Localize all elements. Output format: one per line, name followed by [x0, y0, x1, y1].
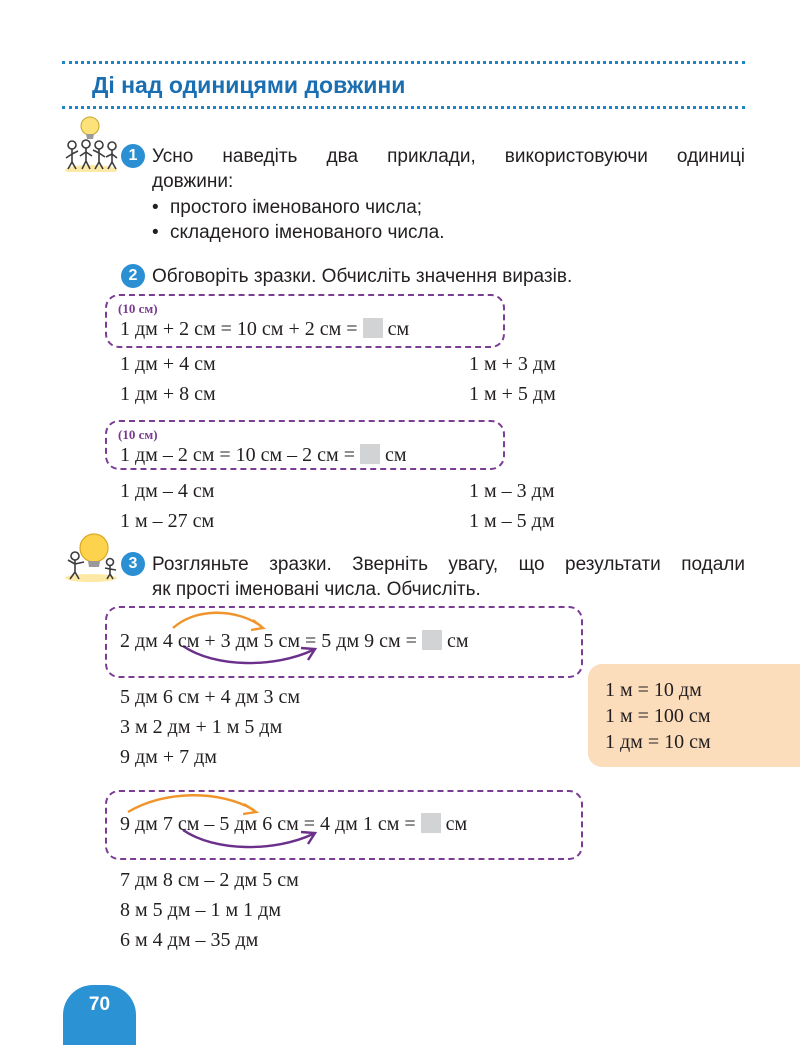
exercise: 8 м 5 дм – 1 м 1 дм	[120, 899, 281, 921]
exercise: 1 дм + 4 см	[120, 353, 216, 375]
page-title: Ді над одиницями довжини	[92, 72, 406, 98]
info-line: 1 дм = 10 см	[605, 731, 711, 753]
task-number-2: 2	[121, 264, 145, 288]
bottom-dotted-rule	[62, 106, 745, 109]
answer-blank	[360, 444, 380, 464]
bullet-text: складеного іменованого числа.	[170, 222, 445, 243]
expression-text: 9 дм 7 см – 5 дм 6 см = 4 дм 1 см =	[120, 813, 421, 835]
info-line: 1 м = 10 дм	[605, 679, 702, 701]
task1-bullet-2: • складеного іменованого числа.	[152, 222, 445, 243]
task3-line1: Розгляньте зразки. Зверніть увагу, що результати подали	[152, 554, 745, 575]
sample-expression	[120, 444, 407, 467]
task1-line2: довжини:	[152, 171, 234, 192]
answer-blank	[421, 813, 441, 833]
sample-expression	[120, 318, 409, 341]
exercise: 5 дм 6 см + 4 дм 3 см	[120, 686, 301, 708]
exercise: 1 дм + 8 см	[120, 383, 216, 405]
answer-blank	[363, 318, 383, 338]
task3-line2: як прості іменовані числа. Обчисліть.	[152, 579, 481, 600]
lightbulb-kid-icon	[62, 532, 120, 582]
sample-hint: (10 см)	[118, 427, 158, 442]
expression-text: 1 дм + 2 см = 10 см + 2 см =	[120, 318, 363, 340]
expression-text: 1 дм – 2 см = 10 см – 2 см =	[120, 444, 360, 466]
task3-text	[152, 552, 745, 602]
task-number-1: 1	[121, 144, 145, 168]
exercise: 3 м 2 дм + 1 м 5 дм	[120, 716, 283, 738]
sample-expression	[120, 630, 468, 653]
task1-text	[152, 144, 745, 194]
info-line: 1 м = 100 см	[605, 705, 711, 727]
exercise: 1 м – 3 дм	[469, 480, 555, 502]
exercise: 1 м + 5 дм	[469, 383, 556, 405]
sample-hint: (10 см)	[118, 301, 158, 316]
units-info-box	[588, 664, 800, 767]
expression-text: 2 дм 4 см + 3 дм 5 см = 5 дм 9 см =	[120, 630, 422, 652]
top-dotted-rule	[62, 61, 745, 64]
bullet-text: простого іменованого числа;	[170, 197, 423, 218]
page-number: 70	[88, 994, 111, 1015]
exercise: 1 м + 3 дм	[469, 353, 556, 375]
exercise: 6 м 4 дм – 35 дм	[120, 929, 259, 951]
exercise: 1 м – 27 см	[120, 510, 215, 532]
exercise: 1 дм – 4 см	[120, 480, 215, 502]
unit-text: см	[445, 813, 468, 835]
task-number-3: 3	[121, 552, 145, 576]
kids-group-icon	[62, 114, 120, 172]
unit-text: см	[387, 318, 410, 340]
sample-expression	[120, 813, 467, 836]
task2-text: Обговоріть зразки. Обчисліть значення виразів.	[152, 266, 573, 287]
exercise: 1 м – 5 дм	[469, 510, 555, 532]
answer-blank	[422, 630, 442, 650]
exercise: 7 дм 8 см – 2 дм 5 см	[120, 869, 299, 891]
unit-text: см	[385, 444, 407, 466]
exercise: 9 дм + 7 дм	[120, 746, 217, 768]
task1-bullet-1: • простого іменованого числа;	[152, 197, 423, 218]
task1-line1: Усно наведіть два приклади, використовуючи одиниці	[152, 146, 745, 167]
unit-text: см	[446, 630, 469, 652]
